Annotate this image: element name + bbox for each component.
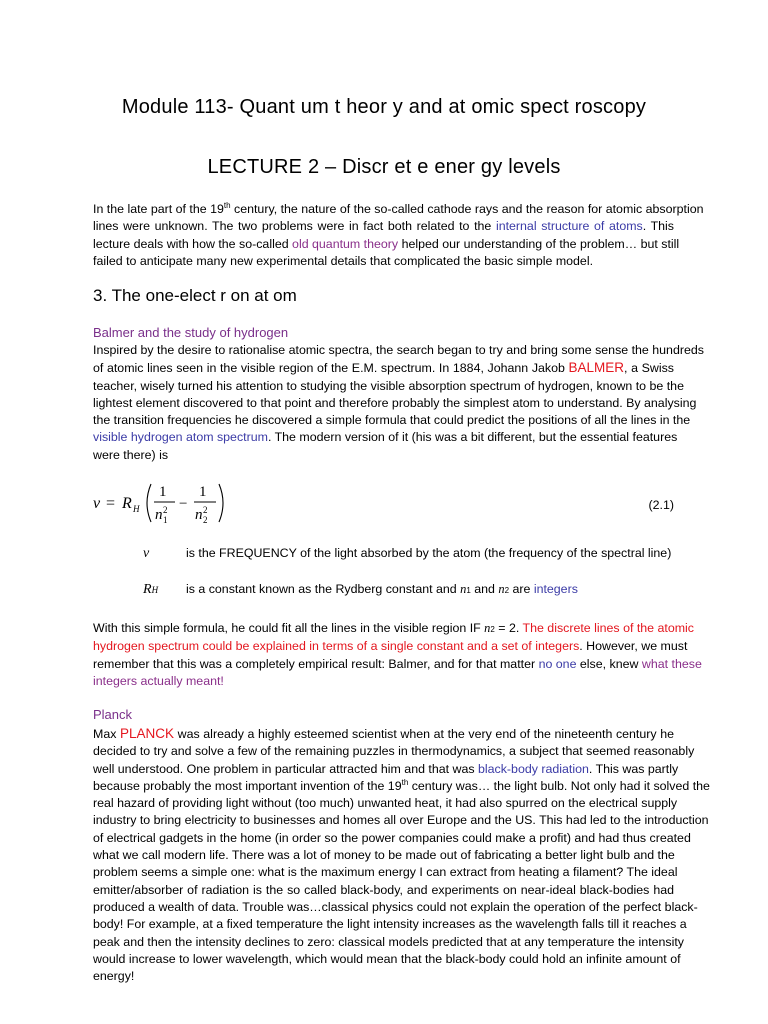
nu-symbol: ν (93, 495, 101, 512)
planck-line (93, 777, 710, 795)
planck-line: would increase to lower wavelength, which would mean that the black-body could hold an infinite amount of (93, 951, 681, 966)
text: = 2. (494, 621, 523, 635)
module-title: Module 113- Quant um t heor y and at omic spect roscopy (121, 96, 647, 118)
rydberg-subscript: H (133, 504, 140, 514)
balmer-line (93, 359, 674, 377)
text: well understood. One problem in particular attracted him and that was (93, 761, 478, 776)
planck-line: produced a wealth of data. Trouble was…classical physics could not explain the operation of the perfect black- (93, 899, 698, 914)
text: is a constant known as the Rydberg constant and (186, 582, 461, 596)
n2-symbol: n (498, 582, 505, 596)
conclusion-line (93, 673, 674, 690)
integers-meaning-link[interactable]: integers actually meant! (93, 673, 224, 688)
integers-link[interactable]: integers (533, 582, 578, 596)
integers-meaning-link[interactable]: what these (641, 656, 702, 671)
rydberg-equation (93, 478, 674, 528)
text: . This was partly (588, 761, 679, 776)
conclusion-line (93, 656, 702, 673)
lecture-title: LECTURE 2 – Discr et e ener gy levels (207, 156, 561, 178)
text: because probably the most important invention of the 19 (93, 778, 402, 793)
planck-line: problem seems a simple one: what is the maximum energy I can extract from heating a filament? The ideal (93, 865, 678, 880)
left-paren (147, 484, 151, 522)
section-heading: 3. The one-elect r on at om (93, 286, 297, 305)
intro-line (93, 236, 680, 253)
balmer-line (93, 429, 678, 446)
balmer-line: teacher, wisely turned his attention to studying the visible absorption spectrum of hydrogen, known to be the (93, 378, 684, 393)
text: , a Swiss (624, 361, 675, 376)
text: lines were unknown. The two problems were in fact both related to the (93, 219, 496, 234)
rydberg-definition-text (186, 582, 578, 597)
text: lecture deals with how the so-called (93, 236, 293, 251)
subscript: 1 (466, 586, 471, 595)
planck-line: decided to try and solve a few of the remaining puzzles in thermodynamics, a subject that seemed reasonably (93, 744, 695, 759)
planck-line: body! For example, at a fixed temperature the light intensity increases as the wavelength falls till it reaches a (93, 917, 687, 932)
text: else, knew (576, 656, 642, 671)
equation-graphic (93, 478, 293, 528)
n1-subscript: 1 (163, 515, 168, 525)
n1-superscript: 2 (163, 505, 168, 515)
planck-line: of electrical gadgets in the home (in order so the power companies could make a profit) and had thus created (93, 830, 691, 845)
conclusion-paragraph (93, 620, 702, 690)
planck-line: industry to bring electricity to businesses and homes all over Europe and the US. This had led to the introduction (93, 813, 709, 828)
planck-heading: Planck (93, 707, 133, 722)
text: of atomic lines seen in the visible region of the E.M. spectrum. In 1884, Johann Jakob (93, 361, 569, 376)
nu-definition-symbol: ν (143, 546, 150, 561)
n1-symbol: n (460, 582, 467, 596)
text: In the late part of the 19 (93, 202, 224, 216)
text: and (470, 582, 499, 596)
no-one-link[interactable]: no one (538, 656, 577, 671)
right-paren (219, 484, 223, 522)
internal-structure-link[interactable]: internal structure of atoms (495, 219, 643, 234)
text: was already a highly esteemed scientist when at the very end of the nineteenth century he (174, 727, 674, 741)
highlight-text: The discrete lines of the atomic (522, 621, 695, 635)
intro-paragraph (93, 200, 704, 270)
equals-sign: = (106, 495, 116, 512)
subscript: 2 (504, 586, 510, 595)
intro-line: failed to anticipate many new experimental details that complicated the basic simple model. (93, 253, 594, 268)
conclusion-line (93, 620, 695, 638)
highlight-text: hydrogen spectrum could be explained in terms of a single constant and a set of integers (93, 639, 580, 654)
text: century, the nature of the so-called cathode rays and the reason for atomic absorption (230, 202, 704, 216)
subscript: 2 (490, 625, 495, 634)
planck-paragraph (93, 725, 710, 985)
n1-symbol: n (155, 507, 163, 523)
superscript: th (401, 777, 409, 787)
numerator-one: 1 (159, 484, 167, 500)
old-quantum-theory-link[interactable]: old quantum theory (292, 236, 399, 251)
symbol: R (143, 582, 152, 597)
subscript: H (151, 585, 159, 595)
text: are (509, 582, 534, 596)
planck-line: what we call modern life. There was a lot of money to be made out of fabricating a better light bulb and the (93, 848, 675, 863)
text: remember that this was a completely empirical result: Balmer, and for that matter (93, 656, 539, 671)
n2-symbol: n (484, 621, 491, 635)
minus-sign: − (179, 496, 188, 512)
balmer-heading: Balmer and the study of hydrogen (93, 325, 289, 340)
equation-number: (2.1) (648, 498, 674, 512)
text: century was… the light bulb. Not only had it solved the (408, 778, 710, 793)
text: Max (93, 727, 121, 741)
text: . This (642, 219, 674, 234)
nu-definition-text: is the FREQUENCY of the light absorbed by the atom (the frequency of the spectral line) (186, 546, 672, 560)
balmer-name-link[interactable]: BALMER (568, 360, 625, 376)
n2-superscript: 2 (203, 505, 208, 515)
text: . The modern version of it (his was a bit different, but the essential features (267, 430, 678, 445)
n2-symbol: n (195, 507, 203, 523)
numerator-one: 1 (199, 484, 207, 500)
text: . However, we must (579, 639, 688, 654)
planck-line (93, 761, 679, 778)
rydberg-definition-symbol (143, 582, 158, 598)
superscript: th (223, 200, 231, 210)
rydberg-symbol: R (122, 495, 132, 512)
planck-line (93, 725, 674, 743)
black-body-radiation-link[interactable]: black-body radiation (478, 761, 589, 776)
balmer-line: were there) is (93, 447, 169, 462)
intro-line (93, 200, 704, 218)
intro-line (93, 218, 674, 235)
n2-subscript: 2 (203, 515, 208, 525)
planck-line: peak and then the intensity declines to zero: classical models predicted that at any temperature the intensity (93, 934, 684, 949)
planck-name-link[interactable]: PLANCK (120, 726, 175, 741)
balmer-line: the transition frequencies he discovered a simple formula that could predict the positions of all the lines in the (93, 413, 691, 428)
hydrogen-spectrum-link[interactable]: visible hydrogen atom spectrum (93, 430, 268, 445)
planck-line: real hazard of providing light without (too much) unwanted heat, it had also spurred on the electrical supply (93, 796, 678, 811)
balmer-line: Inspired by the desire to rationalise atomic spectra, the search began to try and bring some sense the hundreds (93, 343, 704, 357)
conclusion-line (93, 638, 688, 655)
planck-line: emitter/absorber of radiation is the so called black-body, and experiments on near-ideal black-bodies had (93, 882, 674, 897)
planck-line: energy! (93, 969, 135, 984)
text: With this simple formula, he could fit all the lines in the visible region IF (93, 621, 485, 635)
text: helped our understanding of the problem… but still (398, 236, 680, 251)
balmer-line: lightest element discovered to that point and therefore probably the simplest atom to understand. By analysing (93, 395, 697, 410)
balmer-paragraph (93, 342, 704, 464)
